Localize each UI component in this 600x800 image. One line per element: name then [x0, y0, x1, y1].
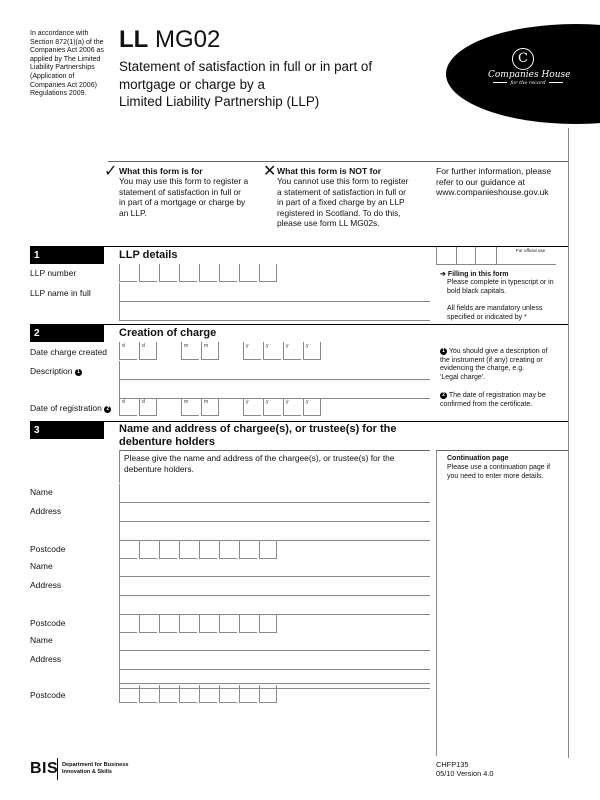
llp-name-input-line1[interactable]: [119, 283, 430, 302]
chargee-1-postcode-label: Postcode: [30, 544, 66, 554]
date-digit-box[interactable]: y: [283, 398, 301, 416]
further-info-text: For further information, please refer to our guidance at www.companieshouse.gov.uk: [436, 166, 552, 198]
chargee-3-address-line3[interactable]: [119, 665, 430, 684]
official-use-label: For official use: [516, 248, 546, 253]
chargee-1-address-line1[interactable]: [119, 503, 430, 522]
form-version: CHFP135 05/10 Version 4.0: [436, 760, 494, 778]
section2-number: 2: [30, 325, 104, 342]
date-created-input[interactable]: [119, 342, 319, 361]
logo-tagline: for the record: [488, 80, 568, 86]
note-2-icon: 2: [104, 406, 111, 413]
date-digit-box[interactable]: y: [263, 342, 281, 360]
date-registration-input[interactable]: [119, 398, 319, 417]
chargee-3-postcode-input[interactable]: [119, 685, 279, 704]
chargee-2-address-line2[interactable]: [119, 596, 430, 615]
chargee-1-address-line2[interactable]: [119, 522, 430, 541]
cross-icon: ✕: [263, 163, 277, 180]
chargee-3-name-input[interactable]: [119, 632, 430, 651]
date-digit-box[interactable]: d: [119, 398, 137, 416]
instruction-box: [119, 450, 430, 483]
filling-text: Please complete in typescript or in bold black capitals.: [447, 279, 554, 295]
form-title: Statement of satisfaction in full or in part of mortgage or charge by a Limited Liability Partnership (LLP): [119, 59, 373, 109]
date-digit-box[interactable]: d: [139, 398, 157, 416]
description-input-line1[interactable]: [119, 361, 430, 380]
chargee-1-name-input[interactable]: [119, 484, 430, 503]
filling-heading: ➔ Filling in this form: [440, 271, 509, 278]
chargee-2-name-label: Name: [30, 561, 53, 571]
continuation-panel: [436, 450, 568, 756]
chargee-2-address-line1[interactable]: [119, 577, 430, 596]
date-digit-box[interactable]: y: [303, 342, 321, 360]
section3-instruction: Please give the name and address of the chargee(s), or trustee(s) for the debenture holders.: [124, 453, 395, 474]
date-digit-box[interactable]: m: [201, 398, 219, 416]
description-label: Description 1: [30, 366, 82, 376]
note-2-text: 2 The date of registration may be confirmed from the certificate.: [440, 392, 546, 408]
bis-department: Department for Business Innovation & Skills: [62, 762, 129, 775]
chargee-2-postcode-label: Postcode: [30, 618, 66, 628]
date-digit-box[interactable]: y: [243, 342, 261, 360]
date-digit-box[interactable]: d: [139, 342, 157, 360]
not-for-text: You cannot use this form to register a statement of satisfaction in full or in part of a fixed charge by an LLP registered in Scotland. To do this, please use form LL MG02s.: [277, 176, 409, 229]
section1-number: 1: [30, 247, 104, 264]
is-for-text: You may use this form to register a statement of satisfaction in full or in part of a mortgage or charge by an LLP.: [119, 176, 249, 218]
section1-title: LLP details: [119, 249, 178, 261]
chargee-3-address-label: Address: [30, 654, 62, 664]
date-registration-label: Date of registration 2: [30, 403, 111, 413]
date-digit-box[interactable]: y: [283, 342, 301, 360]
section2-title: Creation of charge: [119, 327, 217, 339]
chargee-2-name-input[interactable]: [119, 558, 430, 577]
is-for-heading: What this form is for: [119, 166, 203, 176]
llp-name-input-line2[interactable]: [119, 302, 430, 321]
date-digit-box[interactable]: y: [303, 398, 321, 416]
section3-title: Name and address of chargee(s), or trustee(s) for the debenture holders: [119, 423, 397, 448]
section3-rule: [30, 421, 568, 422]
form-code: LL MG02: [119, 26, 221, 53]
mandatory-text: All fields are mandatory unless specified or indicated by *: [447, 305, 543, 321]
note-1-icon: 1: [75, 369, 82, 376]
right-margin-rule: [568, 128, 569, 758]
date-digit-box[interactable]: m: [181, 398, 199, 416]
date-digit-box[interactable]: d: [119, 342, 137, 360]
checkmark-icon: ✓: [104, 163, 118, 180]
description-input-line2[interactable]: [119, 380, 430, 399]
info-top-rule: [108, 161, 568, 162]
date-created-label: Date charge created: [30, 347, 108, 357]
continuation-text: Please use a continuation page if you need to enter more details.: [447, 464, 551, 480]
chargee-3-postcode-label: Postcode: [30, 690, 66, 700]
logo-name: Companies House: [488, 70, 571, 80]
date-digit-box[interactable]: m: [201, 342, 219, 360]
official-use-box: [436, 247, 556, 265]
date-digit-box[interactable]: y: [243, 398, 261, 416]
section3-number: 3: [30, 422, 104, 439]
not-for-heading: What this form is NOT for: [277, 166, 382, 176]
chargee-2-address-label: Address: [30, 580, 62, 590]
date-digit-box[interactable]: y: [263, 398, 281, 416]
legal-basis-note: In accordance with Section 872(1)(a) of the Companies Act 2006 as applied by The Limited Liability Partnerships (Application of Companies Act 2006) Regulations 2009.: [30, 30, 104, 98]
chargee-1-address-label: Address: [30, 506, 62, 516]
llp-name-label: LLP name in full: [30, 288, 91, 298]
section2-rule: [30, 324, 568, 325]
bis-logo-divider: [57, 758, 58, 780]
crown-c-icon: C: [512, 48, 534, 70]
note-1-text: 1 You should give a description of the instrument (if any) creating or evidencing the charge, e.g. 'Legal charge'.: [440, 348, 548, 381]
continuation-heading: Continuation page: [447, 455, 509, 462]
chargee-3-name-label: Name: [30, 635, 53, 645]
llp-number-label: LLP number: [30, 268, 77, 278]
bis-logo: BIS: [30, 760, 59, 777]
chargee-1-name-label: Name: [30, 487, 53, 497]
date-digit-box[interactable]: m: [181, 342, 199, 360]
llp-number-input[interactable]: [119, 264, 279, 283]
